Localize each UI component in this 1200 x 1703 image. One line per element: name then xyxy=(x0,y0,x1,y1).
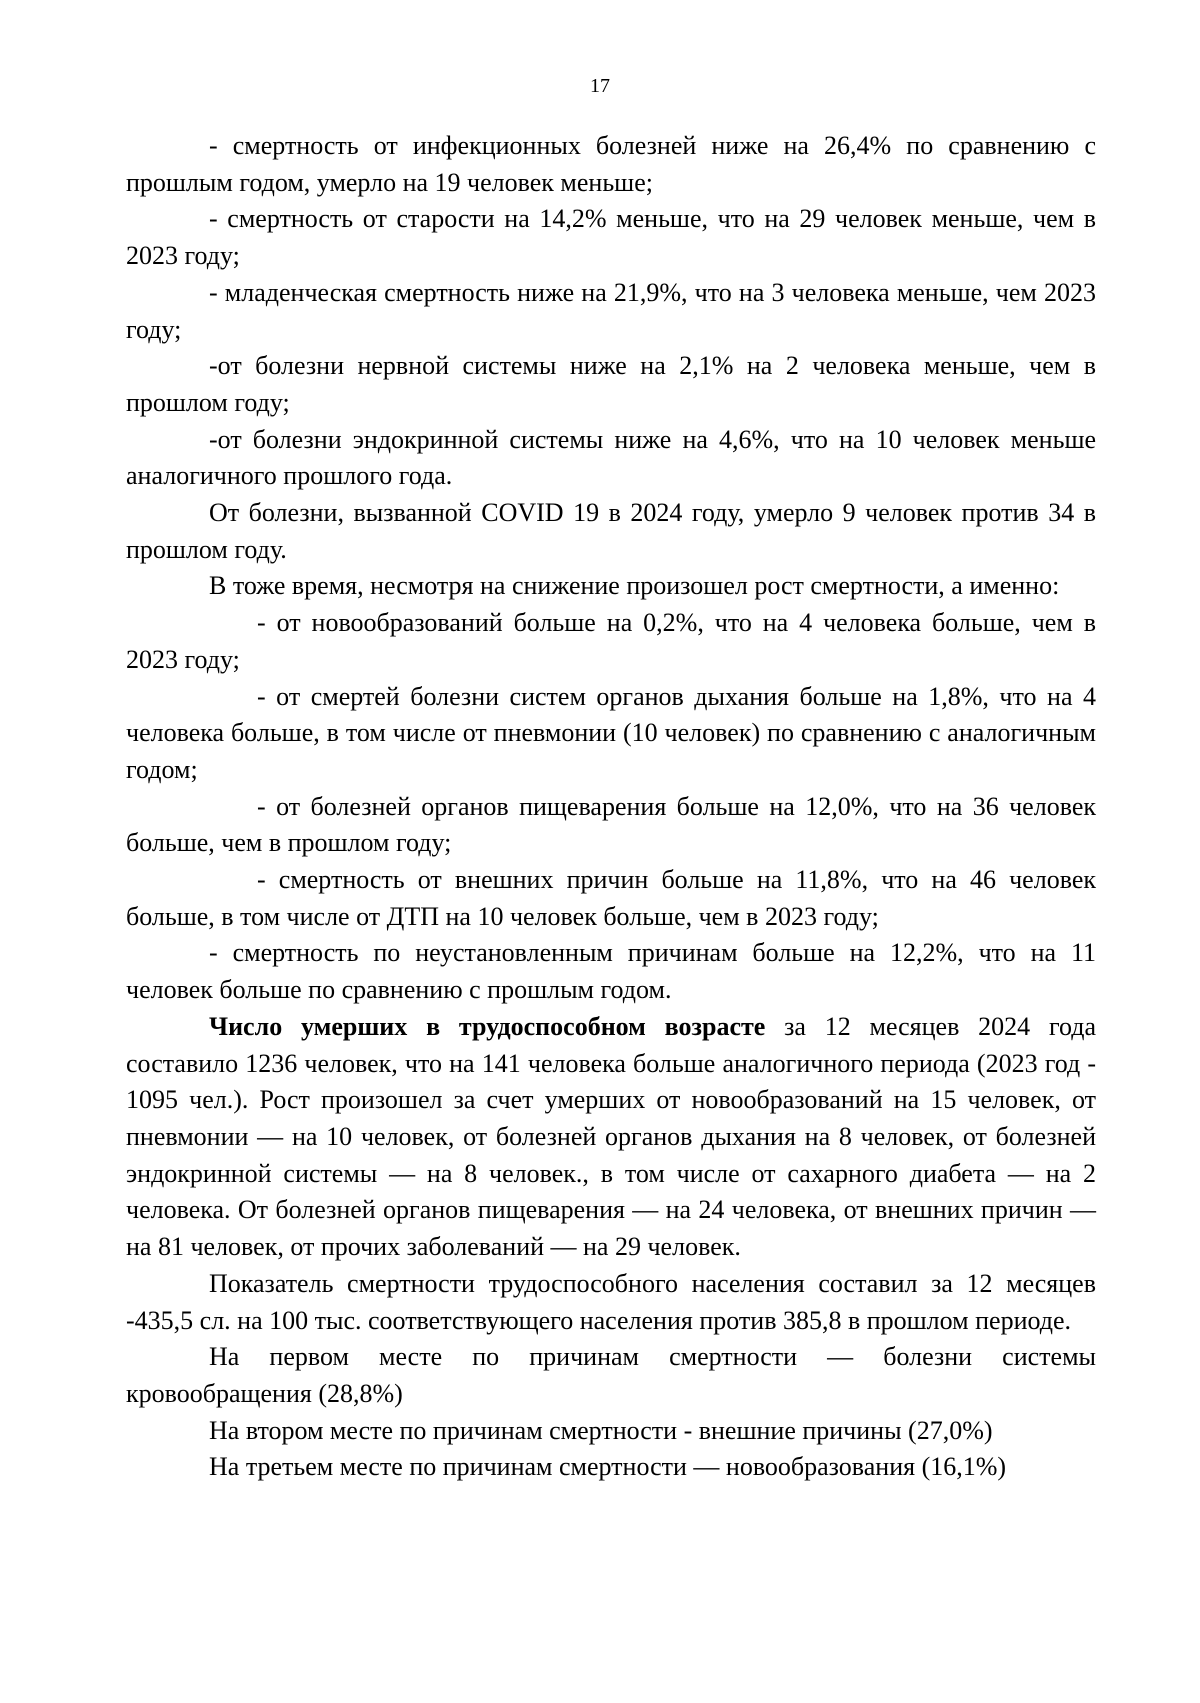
working-age-text: за 12 месяцев 2024 года составило 1236 человек, что на 141 человека больше аналогичного периода (2023 год - 1095 чел.). Рост произошел за счет умерших от новообразований на 15 человек, от пневмонии — на 10 человек, от болезней органов дыхания на 8 человек, от болезней эндокринной системы — на 8 человек., в том числе от сахарного диабета — на 2 человека. От болезней органов пищеварения — на 24 человека, от внешних причин — на 81 человек, от прочих заболеваний — на 29 человек. xyxy=(126,1011,1096,1262)
paragraph-infant: - младенческая смертность ниже на 21,9%, что на 3 человека меньше, чем 2023 году; xyxy=(126,277,1096,344)
working-age-heading: Число умерших в трудоспособном возрасте xyxy=(209,1011,766,1041)
paragraph-external-causes: - смертность от внешних причин больше на 11,8%, что на 46 человек больше, в том числе от ДТП на 10 человек больше, чем в 2023 году; xyxy=(126,865,1096,931)
paragraph-endocrine-system: -от болезни эндокринной системы ниже на 4,6%, что на 10 человек меньше аналогичного прошлого года. xyxy=(126,424,1096,491)
paragraph-nervous-system: -от болезни нервной системы ниже на 2,1% на 2 человека меньше, чем в прошлом году; xyxy=(126,351,1096,417)
paragraph-working-age xyxy=(126,1009,1096,1266)
paragraph-unknown-causes: - смертность по неустановленным причинам больше на 12,2%, что на 11 человек больше по сравнению с прошлым годом. xyxy=(126,938,1096,1005)
paragraph-neoplasms: - от новообразований больше на 0,2%, что на 4 человека больше, чем в 2023 году; xyxy=(126,608,1096,674)
paragraph-covid: От болезни, вызванной COVID 19 в 2024 году, умерло 9 человек против 34 в прошлом году. xyxy=(126,498,1096,564)
paragraph-growth-intro: В тоже время, несмотря на снижение произошел рост смертности, а именно: xyxy=(209,571,1060,601)
paragraph-infectious: - смертность от инфекционных болезней ниже на 26,4% по сравнению с прошлым годом, умерло на 19 человек меньше; xyxy=(126,131,1096,197)
paragraph-mortality-rate: Показатель смертности трудоспособного населения составил за 12 месяцев -435,5 сл. на 100 тыс. соответствующего населения против 385,8 в прошлом периоде. xyxy=(126,1268,1096,1335)
paragraph-respiratory: - от смертей болезни систем органов дыхания больше на 1,8%, что на 4 человека больше, в том числе от пневмонии (10 человек) по сравнению с аналогичным годом; xyxy=(126,681,1096,784)
paragraph-second-place: На втором месте по причинам смертности - внешние причины (27,0%) xyxy=(209,1415,993,1445)
paragraph-first-place: На первом месте по причинам смертности — болезни системы кровообращения (28,8%) xyxy=(126,1342,1096,1408)
paragraph-digestive: - от болезней органов пищеварения больше на 12,0%, что на 36 человек больше, чем в прошлом году; xyxy=(126,791,1096,858)
paragraph-third-place: На третьем месте по причинам смертности — новообразования (16,1%) xyxy=(209,1452,1007,1482)
page-number: 17 xyxy=(590,75,610,97)
document-body xyxy=(126,128,1096,1486)
paragraph-old-age: - смертность от старости на 14,2% меньше, что на 29 человек меньше, чем в 2023 году; xyxy=(126,204,1096,271)
